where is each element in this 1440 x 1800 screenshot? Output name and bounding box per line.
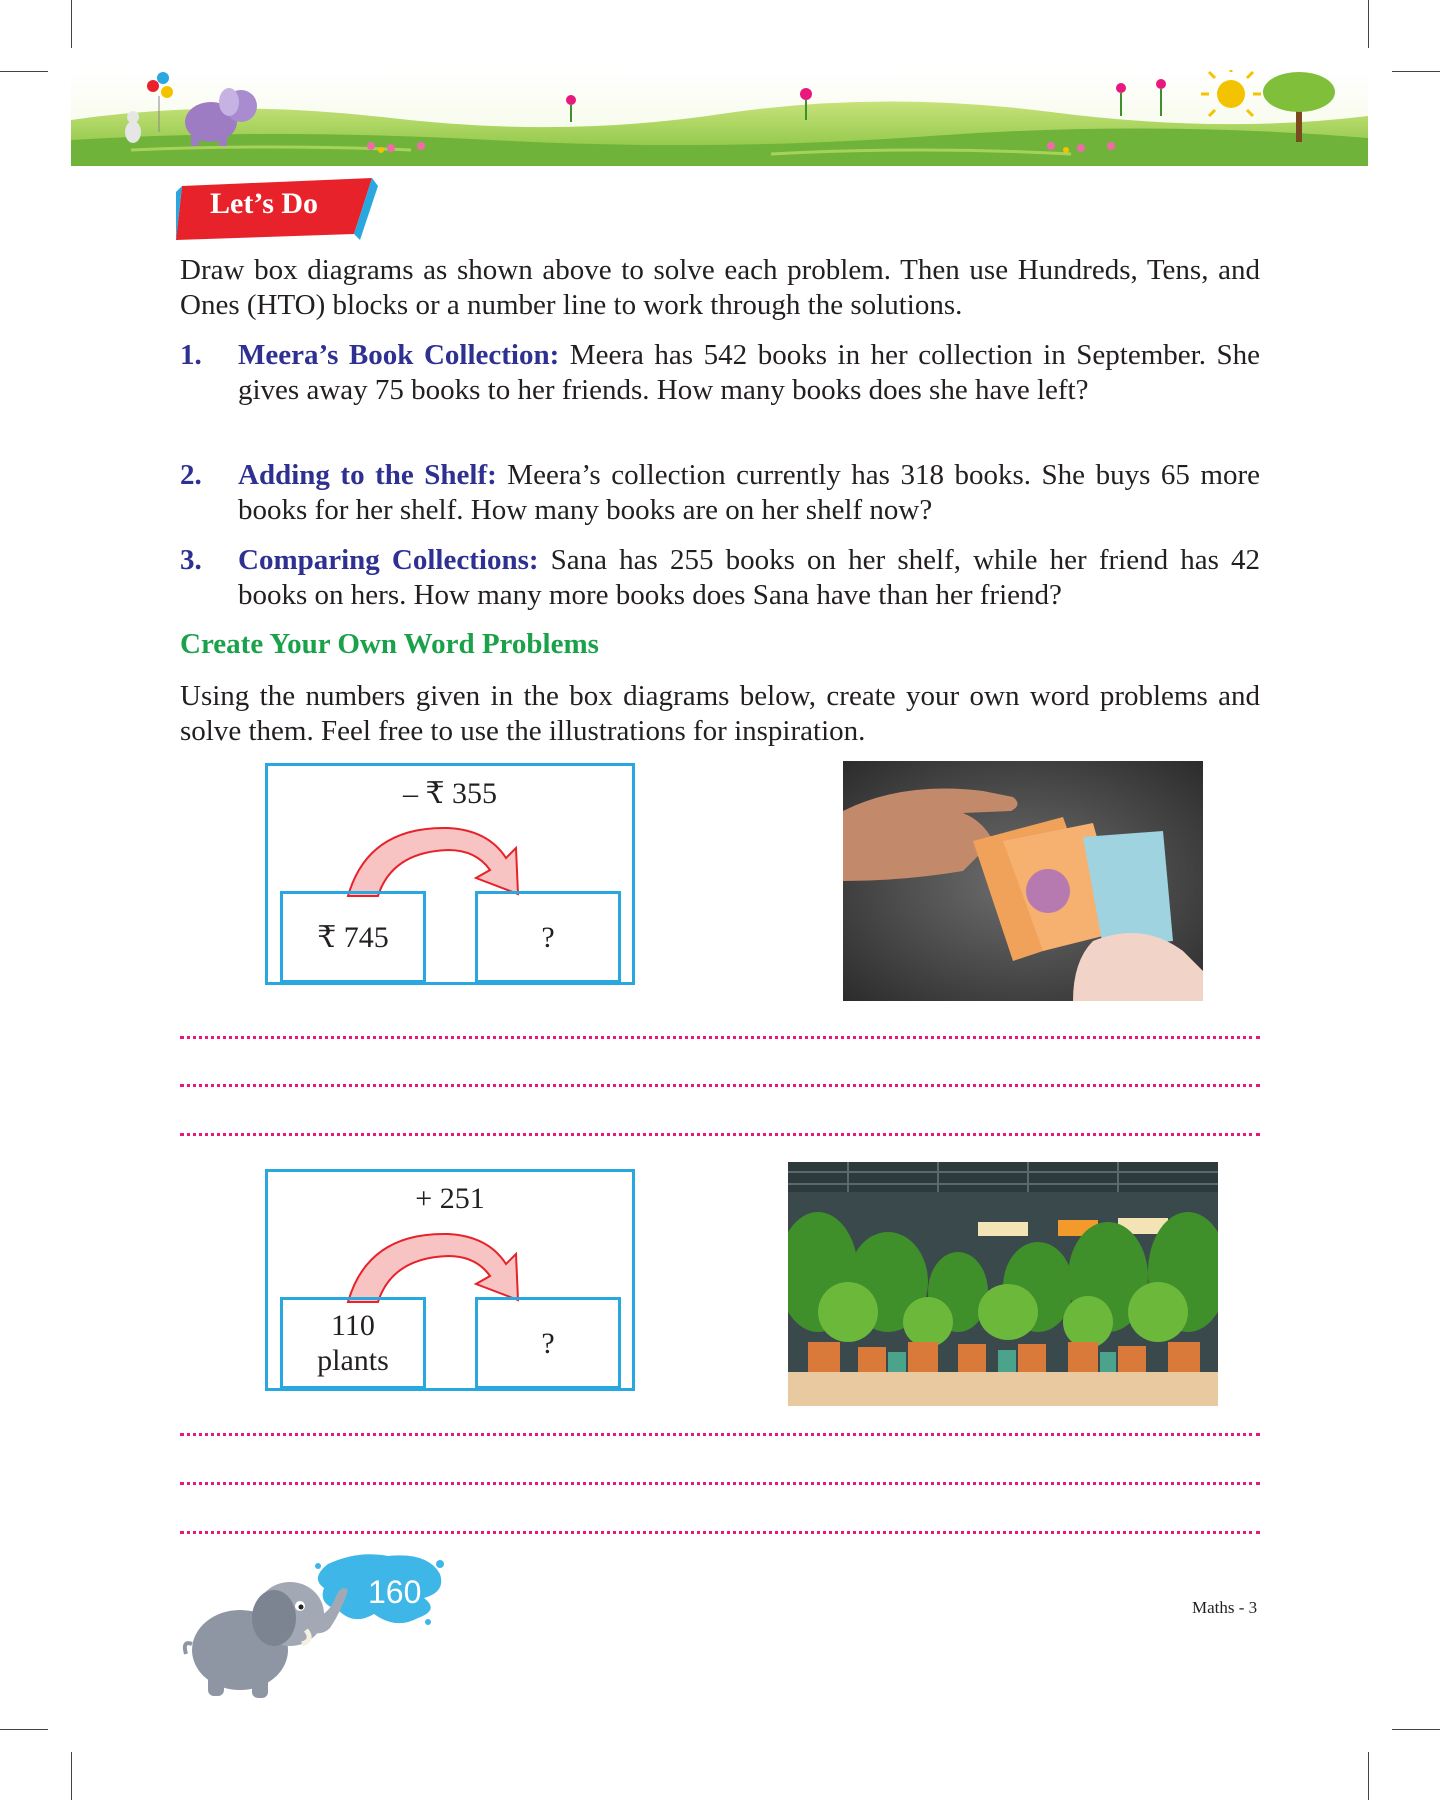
crop-mark — [1368, 0, 1369, 48]
page-number: 160 — [368, 1574, 422, 1610]
plant-nursery-image — [788, 1162, 1218, 1406]
question-3 — [180, 543, 1260, 615]
crop-mark — [0, 1729, 48, 1730]
crop-mark — [71, 1752, 72, 1800]
start-value-unit: plants — [317, 1344, 389, 1377]
question-text: Meera’s collection currently has 318 books. She buys 65 more books for her shelf. How many books are on her shelf now? — [238, 459, 1261, 526]
start-value-number: 110 — [331, 1309, 375, 1342]
question-text: Meera has 542 books in her collection in September. She gives away 75 books to her friends. How many books does she have left? — [238, 339, 1261, 406]
question-number: 3. — [180, 544, 202, 576]
curved-arrow-icon — [338, 818, 538, 898]
operation-label: – ₹ 355 — [402, 777, 498, 810]
box-diagram-subtraction — [265, 763, 635, 985]
start-value-box — [280, 1297, 426, 1389]
question-2 — [180, 458, 1260, 530]
crop-mark — [0, 71, 48, 72]
writing-line — [180, 1433, 1260, 1436]
subheading: Create Your Own Word Problems — [180, 628, 599, 660]
result-box: ? — [475, 891, 621, 983]
writing-line — [180, 1531, 1260, 1534]
writing-line — [180, 1036, 1260, 1039]
crop-mark — [1392, 71, 1440, 72]
writing-line — [180, 1482, 1260, 1485]
start-value-box: ₹ 745 — [280, 891, 426, 983]
question-body — [238, 543, 1260, 613]
question-body — [238, 458, 1260, 528]
crop-mark — [71, 0, 72, 48]
question-title: Adding to the Shelf: — [238, 459, 497, 491]
money-exchange-image — [843, 761, 1203, 1001]
question-title: Meera’s Book Collection: — [238, 339, 560, 371]
question-1 — [180, 338, 1260, 446]
box-diagram-addition — [265, 1169, 635, 1391]
header-banner-illustration — [71, 70, 1368, 166]
elephant-mascot-illustration — [178, 1544, 446, 1704]
question-number: 1. — [180, 339, 202, 371]
writing-line — [180, 1133, 1260, 1136]
lets-do-label: Let’s Do — [210, 187, 319, 220]
crop-mark — [1392, 1729, 1440, 1730]
question-body — [238, 338, 1260, 408]
plant-nursery-photo — [788, 1162, 1218, 1406]
instructions-paragraph: Using the numbers given in the box diagrams below, create your own word problems and solve them. Feel free to use the illustrations for inspiration. — [180, 680, 1260, 747]
money-exchange-photo — [843, 761, 1203, 1001]
question-number: 2. — [180, 459, 202, 491]
crop-mark — [1368, 1752, 1369, 1800]
curved-arrow-icon — [338, 1224, 538, 1304]
intro-paragraph: Draw box diagrams as shown above to solve each problem. Then use Hundreds, Tens, and Ones (HTO) blocks or a number line to work through the solutions. — [180, 254, 1260, 321]
result-box: ? — [475, 1297, 621, 1389]
writing-line — [180, 1084, 1260, 1087]
book-footer-label: Maths - 3 — [1192, 1598, 1258, 1617]
question-text: Sana has 255 books on her shelf, while her friend has 42 books on hers. How many more books does Sana have than her friend? — [238, 544, 1260, 611]
operation-label: + 251 — [415, 1182, 485, 1215]
question-title: Comparing Collections: — [238, 544, 539, 576]
